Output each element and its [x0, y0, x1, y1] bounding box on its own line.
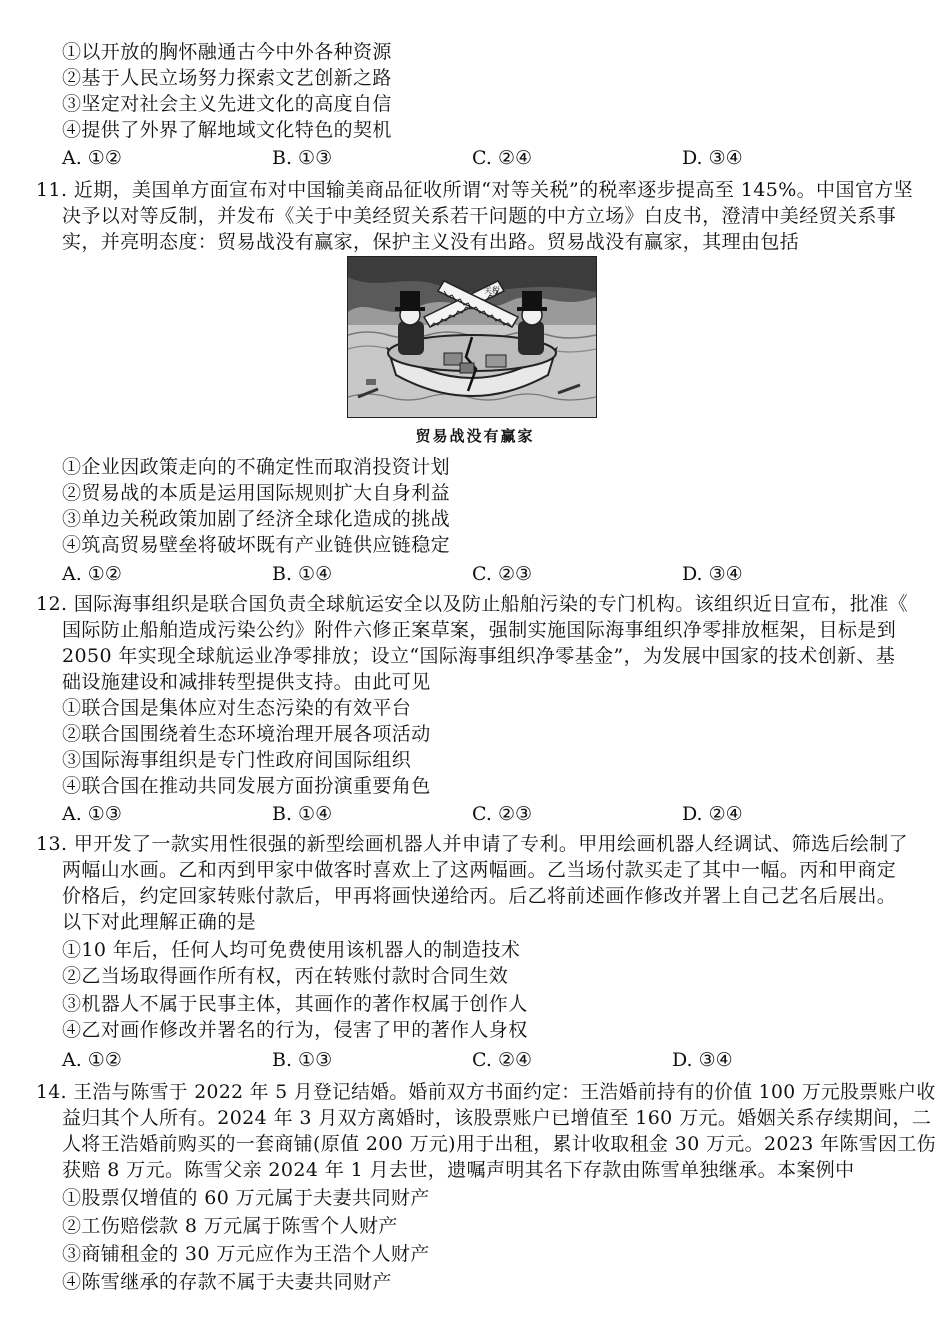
- q11-option-a: A. ①②: [62, 563, 122, 585]
- q13-stem-line-2: 两幅山水画。乙和丙到甲家中做客时喜欢上了这两幅画。乙当场付款买走了其中一幅。丙和甲商定: [62, 859, 897, 881]
- q11-stem-line-2: 决予以对等反制，并发布《关于中美经贸关系若干问题的中方立场》白皮书，澄清中美经贸关系事: [62, 205, 897, 227]
- q11-item-4: ④筑高贸易壁垒将破坏既有产业链供应链稳定: [62, 534, 451, 556]
- q12-item-3: ③国际海事组织是专门性政府间国际组织: [62, 749, 412, 771]
- q13-option-a: A. ①②: [62, 1049, 122, 1071]
- q12-item-1: ①联合国是集体应对生态污染的有效平台: [62, 697, 412, 719]
- q11-option-d: D. ③④: [682, 563, 743, 585]
- q11-image-caption: 贸易战没有赢家: [415, 427, 535, 445]
- q10-item-3: ③坚定对社会主义先进文化的高度自信: [62, 93, 392, 115]
- q14-stem-line-4: 获赔 8 万元。陈雪父亲 2024 年 1 月去世，遗嘱声明其名下存款由陈雪单独继承。本案例中: [62, 1159, 855, 1181]
- q13-item-1: ①10 年后，任何人均可免费使用该机器人的制造技术: [62, 939, 521, 961]
- q12-option-d: D. ②④: [682, 803, 743, 825]
- q12-option-b: B. ①④: [272, 803, 333, 825]
- q13-stem-line-3: 价格后，约定回家转账付款后，甲再将画快递给丙。后乙将前述画作修改并署上自己艺名后展出。: [62, 885, 897, 907]
- q13-option-d: D. ③④: [672, 1049, 733, 1071]
- q11-item-2: ②贸易战的本质是运用国际规则扩大自身利益: [62, 482, 451, 504]
- q11-stem-line-1: 11. 近期，美国单方面宣布对中国输美商品征收所谓“对等关税”的税率逐步提高至 145%。中国官方坚: [36, 179, 914, 201]
- q12-option-c: C. ②③: [472, 803, 533, 825]
- q10-option-c: C. ②④: [472, 147, 533, 169]
- q13-item-4: ④乙对画作修改并署名的行为，侵害了甲的著作人身权: [62, 1019, 528, 1041]
- q11-option-c: C. ②③: [472, 563, 533, 585]
- q12-stem-line-3: 2050 年实现全球航运业净零排放；设立“国际海事组织净零基金”，为发展中国家的技术创新、基: [62, 645, 896, 667]
- q12-option-a: A. ①③: [62, 803, 122, 825]
- q10-option-b: B. ①③: [272, 147, 333, 169]
- q12-stem-line-4: 础设施建设和减排转型提供支持。由此可见: [62, 671, 431, 693]
- trade-war-cartoon: [347, 256, 597, 418]
- q14-stem-line-3: 人将王浩婚前购买的一套商铺(原值 200 万元)用于出租，累计收取租金 30 万元。2023 年陈雪因工伤: [62, 1133, 936, 1155]
- q12-item-4: ④联合国在推动共同发展方面扮演重要角色: [62, 775, 431, 797]
- q13-item-2: ②乙当场取得画作所有权，丙在转账付款时合同生效: [62, 965, 509, 987]
- q11-stem-line-3: 实，并亮明态度：贸易战没有赢家，保护主义没有出路。贸易战没有赢家，其理由包括: [62, 231, 800, 253]
- q10-option-a: A. ①②: [62, 147, 122, 169]
- q14-item-3: ③商铺租金的 30 万元应作为王浩个人财产: [62, 1243, 430, 1265]
- q10-item-2: ②基于人民立场努力探索文艺创新之路: [62, 67, 392, 89]
- q10-item-1: ①以开放的胸怀融通古今中外各种资源: [62, 41, 392, 63]
- q11-option-b: B. ①④: [272, 563, 333, 585]
- q14-item-1: ①股票仅增值的 60 万元属于夫妻共同财产: [62, 1187, 430, 1209]
- q13-option-c: C. ②④: [472, 1049, 533, 1071]
- q13-item-3: ③机器人不属于民事主体，其画作的著作权属于创作人: [62, 993, 528, 1015]
- q12-stem-line-1: 12. 国际海事组织是联合国负责全球航运安全以及防止船舶污染的专门机构。该组织近日宣布，批准《: [36, 593, 909, 615]
- q10-option-d: D. ③④: [682, 147, 743, 169]
- q13-stem-line-4: 以下对此理解正确的是: [62, 911, 257, 933]
- q14-item-2: ②工伤赔偿款 8 万元属于陈雪个人财产: [62, 1215, 398, 1237]
- cartoon-tariff-label: 关税: [484, 286, 500, 295]
- q11-item-1: ①企业因政策走向的不确定性而取消投资计划: [62, 456, 451, 478]
- q11-item-3: ③单边关税政策加剧了经济全球化造成的挑战: [62, 508, 451, 530]
- q10-item-4: ④提供了外界了解地域文化特色的契机: [62, 119, 392, 141]
- q12-stem-line-2: 国际防止船舶造成污染公约》附件六修正案草案，强制实施国际海事组织净零排放框架，目标是到: [62, 619, 897, 641]
- q14-item-4: ④陈雪继承的存款不属于夫妻共同财产: [62, 1271, 392, 1293]
- q12-item-2: ②联合国围绕着生态环境治理开展各项活动: [62, 723, 431, 745]
- q14-stem-line-2: 益归其个人所有。2024 年 3 月双方离婚时，该股票账户已增值至 160 万元。婚姻关系存续期间，二: [62, 1107, 932, 1129]
- q13-stem-line-1: 13. 甲开发了一款实用性很强的新型绘画机器人并申请了专利。甲用绘画机器人经调试、筛选后绘制了: [36, 833, 909, 855]
- q14-stem-line-1: 14. 王浩与陈雪于 2022 年 5 月登记结婚。婚前双方书面约定：王浩婚前持有的价值 100 万元股票账户收: [36, 1081, 936, 1103]
- q13-option-b: B. ①③: [272, 1049, 333, 1071]
